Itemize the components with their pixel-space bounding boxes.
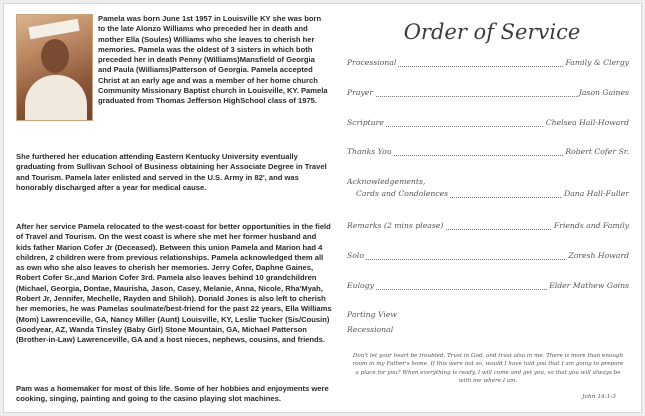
service-participant: Family & Clergy [565, 58, 629, 67]
parting-view-label: Parting View [347, 310, 397, 319]
service-role: Prayer [347, 88, 373, 97]
service-participant: Dana Hall-Fuller [564, 189, 629, 198]
acknowledgements-label: Acknowledgements, [347, 177, 426, 186]
obituary-paragraph-2: She furthered her education attending Eastern Kentucky University eventually graduating from Sullivan School of Business obtaining her Associate Degree in Travel and Tourism. Pamela later enlisted and served in the U.S. Army in 82', and was honorably discharged after a year for medical cause. [16, 152, 327, 192]
service-participant: Zoresh Howard [568, 251, 629, 260]
service-item [347, 88, 629, 100]
service-role: Scripture [347, 118, 384, 127]
service-participant: Robert Cofer Sr. [565, 147, 629, 156]
graduation-cap [28, 19, 79, 40]
service-participant: Elder Mathew Goins [549, 281, 629, 290]
service-role: Solo [347, 251, 364, 260]
graduation-gown [25, 75, 87, 121]
service-role: Cards and Condolences [356, 189, 449, 198]
service-item [347, 251, 629, 263]
service-item [347, 281, 629, 293]
service-title: Order of Service [403, 20, 581, 44]
service-role: Eulogy [347, 281, 374, 290]
scripture-verse: Don't let your heart be troubled. Trust in God, and trust also in me. There is more than enough room in my Father's home. If this were not so, would I have told you that I am going to prepare a place for you? When everything is ready, I will come and get you, so that you will always be with me where I am. [352, 353, 624, 384]
service-participant: Friends and Family [553, 221, 629, 230]
recessional-label: Recessional [347, 325, 394, 334]
service-item [356, 189, 629, 201]
service-role: Remarks (2 mins please) [347, 221, 444, 230]
graduation-photo [16, 14, 93, 121]
obituary-paragraph-1: Pamela was born June 1st 1957 in Louisville KY she was born to the late Alonzo Williams who preceded her in death and mother Ella (Soules) Williams who she leaves to cherish her memories. Pamela was the oldest of 3 sisters in which both preceded her in death Penny (Williams)Mansfield of Georgia and Paula (Williams)Patterson of Georgia. Pamela accepted Christ at an early age and was a member of her home church Community Missionary Baptist church in Louisville, KY. Pamela graduated from Thomas Jefferson HighSchool class of 1975. [98, 14, 328, 106]
service-item [347, 58, 629, 70]
verse-reference: John 14:1-3 [582, 394, 616, 400]
portrait-face [41, 39, 69, 73]
service-item [347, 118, 629, 130]
service-role: Processional [347, 58, 397, 67]
obituary-paragraph-3: After her service Pamela relocated to the west-coast for better opportunities in the field of Travel and Tourism. On the west coast is where she met her former husband and kids father Marion Cofer Jr (Deceased). Between this union Pamela and Marion had 4 children, 2 children were from previous relationships. Pamela acknowledged them all as own who she also leaves to cherish her memories. Jerry Cofer, Daphne Gaines, Robert Cofer Sr.,and Marion Cofer 3rd. Pamela also leaves behind 10 grandchildren (Michael, Georgia, Dontae, Maurisha, Jason, Casey, Melanie, Anna, Nicole, Rha'Myah, Robert Jr, Jennifer, Mechelle, Rayden and Shiloh). Donald Jones is also left to cherish her memories, he was Pamelas soulmate/best-friend for the past 22 years, Ella Williams (Mom) Lawrenceville, GA, Nancy Miller (Aunt) Louisville, KY, Leslie Tucker (Sis/Cousin) Goodyear, AZ, Wanda Tinsley (Baby Girl) Stone Mountain, GA, Michael Patterson (Brother-in-Law) Lawrenceville, GA and a host nieces, nephews, cousins, and friends. [16, 222, 332, 345]
service-role: Thanks You [347, 147, 392, 156]
service-item [347, 147, 629, 159]
service-item [347, 221, 629, 233]
service-participant: Chelsea Hall-Howard [545, 118, 629, 127]
program-page [3, 3, 642, 413]
obituary-paragraph-4: Pam was a homemaker for most of this life. Some of her hobbies and enjoyments were cooking, singing, painting and going to the casino playing slot machines. [16, 384, 329, 404]
service-participant: Jason Gaines [578, 88, 629, 97]
